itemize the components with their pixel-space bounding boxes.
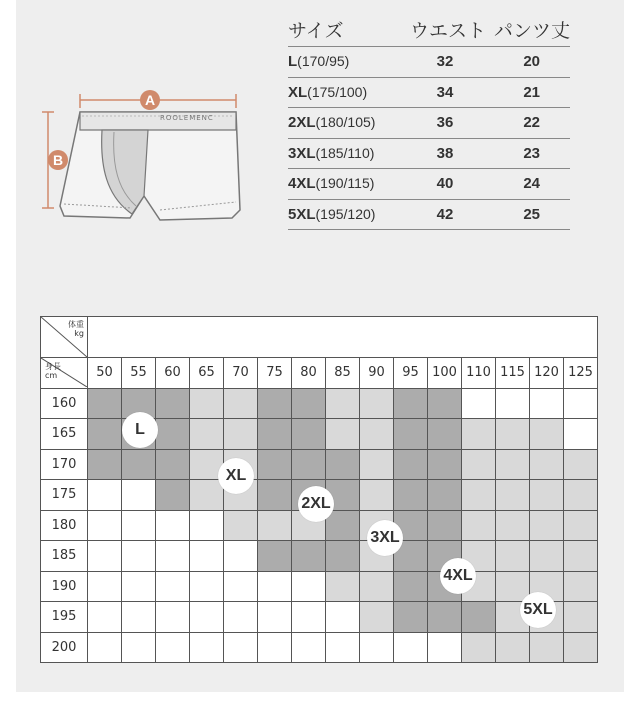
grid-cell bbox=[394, 480, 428, 511]
grid-top-blank bbox=[88, 317, 598, 358]
grid-cell bbox=[292, 419, 326, 450]
grid-cell bbox=[462, 632, 496, 663]
grid-cell bbox=[564, 449, 598, 480]
grid-cell bbox=[156, 541, 190, 572]
weight-header: 85 bbox=[326, 358, 360, 389]
waist-value: 42 bbox=[436, 205, 454, 223]
grid-cell bbox=[190, 602, 224, 633]
length-value: 20 bbox=[523, 53, 540, 71]
grid-cell bbox=[496, 632, 530, 663]
size-badge: 5XL bbox=[520, 592, 556, 628]
size-row bbox=[288, 200, 570, 231]
grid-cell bbox=[496, 510, 530, 541]
grid-cell bbox=[224, 602, 258, 633]
weight-header: 100 bbox=[428, 358, 462, 389]
size-row bbox=[288, 169, 570, 200]
brand-text: ROOLEMENC bbox=[160, 114, 214, 122]
grid-cell bbox=[258, 602, 292, 633]
size-row bbox=[288, 47, 570, 78]
size-label bbox=[288, 175, 418, 192]
grid-cell bbox=[428, 449, 462, 480]
grid-cell bbox=[462, 602, 496, 633]
grid-cell bbox=[360, 419, 394, 450]
grid-cell bbox=[428, 388, 462, 419]
height-header: 170 bbox=[41, 449, 88, 480]
grid-cell bbox=[156, 632, 190, 663]
grid-cell bbox=[564, 510, 598, 541]
grid-cell bbox=[258, 419, 292, 450]
grid-cell bbox=[394, 388, 428, 419]
grid-cell bbox=[224, 632, 258, 663]
grid-cell bbox=[394, 571, 428, 602]
waist-value: 34 bbox=[436, 83, 454, 101]
grid-cell bbox=[190, 510, 224, 541]
grid-height-row bbox=[41, 571, 598, 602]
grid-cell bbox=[156, 571, 190, 602]
grid-cell bbox=[122, 571, 156, 602]
measure-a-label: A bbox=[144, 92, 156, 108]
grid-cell bbox=[428, 632, 462, 663]
grid-height-row bbox=[41, 602, 598, 633]
grid-cell bbox=[258, 449, 292, 480]
grid-cell bbox=[564, 541, 598, 572]
size-badge: L bbox=[122, 412, 158, 448]
corner-weight-label: 体重 kg bbox=[68, 320, 84, 338]
grid-cell bbox=[564, 419, 598, 450]
size-label bbox=[288, 84, 418, 101]
grid-cell bbox=[496, 541, 530, 572]
grid-corner-weight bbox=[41, 317, 88, 358]
grid-cell bbox=[326, 419, 360, 450]
grid-cell bbox=[190, 541, 224, 572]
grid-cell bbox=[326, 632, 360, 663]
grid-cell bbox=[88, 632, 122, 663]
grid-cell bbox=[326, 388, 360, 419]
grid-cell bbox=[496, 449, 530, 480]
grid-cell bbox=[530, 510, 564, 541]
size-badge: 2XL bbox=[298, 486, 334, 522]
grid-cell bbox=[224, 510, 258, 541]
grid-cell bbox=[292, 541, 326, 572]
grid-cell bbox=[530, 388, 564, 419]
size-range: (180/105) bbox=[315, 114, 376, 131]
height-header: 160 bbox=[41, 388, 88, 419]
size-range: (185/110) bbox=[315, 144, 375, 161]
grid-cell bbox=[224, 419, 258, 450]
grid-cell bbox=[156, 602, 190, 633]
height-header: 175 bbox=[41, 480, 88, 511]
grid-cell bbox=[224, 571, 258, 602]
grid-cell bbox=[462, 480, 496, 511]
grid-cell bbox=[326, 449, 360, 480]
grid-cell bbox=[292, 449, 326, 480]
grid-cell bbox=[462, 419, 496, 450]
grid-cell bbox=[462, 449, 496, 480]
weight-header: 120 bbox=[530, 358, 564, 389]
grid-cell bbox=[156, 510, 190, 541]
grid-cell bbox=[88, 480, 122, 511]
grid-cell bbox=[122, 480, 156, 511]
grid-corner-height bbox=[41, 358, 88, 389]
grid-cell bbox=[258, 632, 292, 663]
grid-cell bbox=[88, 388, 122, 419]
waist-value: 40 bbox=[436, 175, 454, 193]
grid-cell bbox=[462, 388, 496, 419]
size-row bbox=[288, 108, 570, 139]
header-size: サイズ bbox=[288, 19, 344, 42]
grid-cell bbox=[122, 449, 156, 480]
length-value: 23 bbox=[523, 144, 540, 162]
height-header: 185 bbox=[41, 541, 88, 572]
weight-header: 125 bbox=[564, 358, 598, 389]
size-badge: 4XL bbox=[440, 558, 476, 594]
size-range: (170/95) bbox=[297, 53, 350, 70]
size-code: 5XL bbox=[288, 205, 316, 223]
grid-cell bbox=[326, 510, 360, 541]
size-guide-grid bbox=[40, 316, 598, 663]
grid-cell bbox=[564, 480, 598, 511]
grid-cell bbox=[190, 419, 224, 450]
size-code: 4XL bbox=[288, 175, 316, 193]
grid-cell bbox=[428, 480, 462, 511]
measure-b-label: B bbox=[52, 152, 64, 168]
grid-cell bbox=[360, 632, 394, 663]
grid-cell bbox=[258, 480, 292, 511]
grid-cell bbox=[530, 480, 564, 511]
grid-cell bbox=[190, 388, 224, 419]
grid-cell bbox=[564, 632, 598, 663]
grid-cell bbox=[292, 571, 326, 602]
grid-cell bbox=[530, 419, 564, 450]
grid-cell bbox=[564, 388, 598, 419]
grid-height-row bbox=[41, 632, 598, 663]
corner-height-label: 身長 cm bbox=[45, 362, 61, 380]
grid-weight-row bbox=[41, 358, 598, 389]
weight-header: 75 bbox=[258, 358, 292, 389]
grid-cell bbox=[190, 632, 224, 663]
size-row bbox=[288, 78, 570, 109]
grid-cell bbox=[292, 388, 326, 419]
grid-cell bbox=[122, 510, 156, 541]
height-header: 195 bbox=[41, 602, 88, 633]
grid-cell bbox=[564, 602, 598, 633]
height-header: 165 bbox=[41, 419, 88, 450]
size-code: XL bbox=[288, 83, 308, 101]
weight-header: 70 bbox=[224, 358, 258, 389]
weight-header: 115 bbox=[496, 358, 530, 389]
grid-cell bbox=[394, 632, 428, 663]
grid-cell bbox=[326, 571, 360, 602]
size-table-header bbox=[288, 12, 570, 47]
grid-top-row bbox=[41, 317, 598, 358]
size-code: 2XL bbox=[288, 114, 316, 132]
grid-cell bbox=[88, 449, 122, 480]
weight-header: 50 bbox=[88, 358, 122, 389]
grid-cell bbox=[88, 571, 122, 602]
waist-value: 36 bbox=[436, 114, 454, 132]
grid-cell bbox=[292, 632, 326, 663]
grid-cell bbox=[88, 510, 122, 541]
grid-cell bbox=[258, 541, 292, 572]
weight-header: 55 bbox=[122, 358, 156, 389]
weight-header: 65 bbox=[190, 358, 224, 389]
grid-cell bbox=[292, 602, 326, 633]
grid-cell bbox=[88, 541, 122, 572]
size-row bbox=[288, 139, 570, 170]
grid-cell bbox=[394, 602, 428, 633]
grid-cell bbox=[122, 602, 156, 633]
grid-cell bbox=[428, 510, 462, 541]
length-value: 25 bbox=[523, 205, 540, 223]
size-range: (190/115) bbox=[315, 175, 375, 192]
grid-cell bbox=[326, 602, 360, 633]
header-length: パンツ丈 bbox=[493, 19, 570, 42]
grid-cell bbox=[156, 419, 190, 450]
grid-height-row bbox=[41, 449, 598, 480]
grid-cell bbox=[428, 419, 462, 450]
weight-header: 110 bbox=[462, 358, 496, 389]
grid-cell bbox=[360, 602, 394, 633]
grid-cell bbox=[156, 449, 190, 480]
grid-cell bbox=[88, 419, 122, 450]
height-header: 180 bbox=[41, 510, 88, 541]
grid-cell bbox=[190, 571, 224, 602]
length-value: 22 bbox=[523, 114, 540, 132]
grid-cell bbox=[224, 388, 258, 419]
size-range: (175/100) bbox=[307, 83, 368, 100]
grid-cell bbox=[496, 419, 530, 450]
waist-value: 38 bbox=[436, 144, 454, 162]
grid-cell bbox=[258, 571, 292, 602]
grid-cell bbox=[360, 571, 394, 602]
grid-cell bbox=[428, 602, 462, 633]
size-badge: XL bbox=[218, 458, 254, 494]
grid-height-row bbox=[41, 388, 598, 419]
size-label bbox=[288, 53, 418, 70]
height-header: 200 bbox=[41, 632, 88, 663]
boxer-illustration bbox=[36, 86, 246, 246]
grid-cell bbox=[360, 388, 394, 419]
weight-header: 90 bbox=[360, 358, 394, 389]
grid-height-row bbox=[41, 541, 598, 572]
grid-cell bbox=[530, 632, 564, 663]
size-code: 3XL bbox=[288, 144, 316, 162]
grid-cell bbox=[496, 388, 530, 419]
grid-cell bbox=[530, 449, 564, 480]
height-header: 190 bbox=[41, 571, 88, 602]
grid-cell bbox=[530, 541, 564, 572]
size-label bbox=[288, 145, 418, 162]
weight-header: 60 bbox=[156, 358, 190, 389]
grid-cell bbox=[360, 449, 394, 480]
grid-cell bbox=[496, 480, 530, 511]
waist-value: 32 bbox=[436, 53, 454, 71]
grid-cell bbox=[564, 571, 598, 602]
grid-cell bbox=[224, 541, 258, 572]
size-badge: 3XL bbox=[367, 520, 403, 556]
weight-header: 95 bbox=[394, 358, 428, 389]
length-value: 24 bbox=[523, 175, 540, 193]
size-label bbox=[288, 114, 418, 131]
length-value: 21 bbox=[523, 83, 540, 101]
grid-cell bbox=[258, 388, 292, 419]
grid-cell bbox=[394, 419, 428, 450]
grid-cell bbox=[156, 388, 190, 419]
grid-cell bbox=[462, 510, 496, 541]
grid-cell bbox=[258, 510, 292, 541]
grid-cell bbox=[394, 449, 428, 480]
size-table bbox=[288, 12, 570, 230]
grid-cell bbox=[122, 632, 156, 663]
weight-header: 80 bbox=[292, 358, 326, 389]
grid-cell bbox=[156, 480, 190, 511]
grid-cell bbox=[88, 602, 122, 633]
grid-cell bbox=[360, 480, 394, 511]
header-waist: ウエスト bbox=[409, 19, 486, 42]
size-range: (195/120) bbox=[315, 205, 376, 222]
grid-cell bbox=[326, 541, 360, 572]
grid-cell bbox=[190, 480, 224, 511]
grid-cell bbox=[122, 541, 156, 572]
size-label bbox=[288, 206, 418, 223]
size-code: L bbox=[288, 53, 298, 71]
